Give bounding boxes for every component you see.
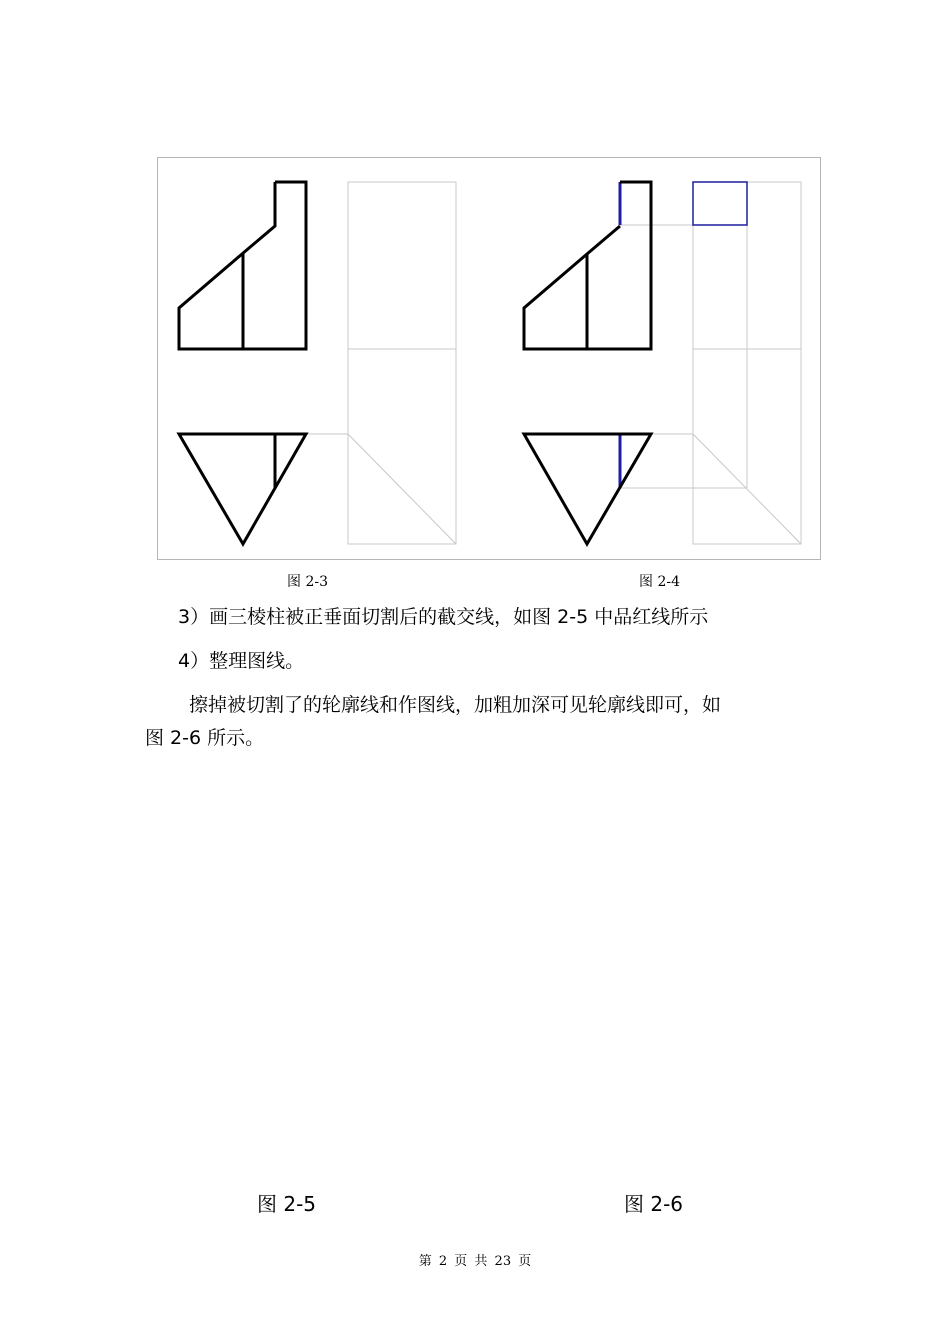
drawing-right [524,182,801,544]
figure-caption-2-3: 图 2-3 [287,574,328,590]
step-4-text: 4）整理图线。 [178,650,305,672]
step-3-text: 3）画三棱柱被正垂面切割后的截交线，如图 2-5 中品红线所示 [178,606,709,628]
figure-caption-2-5: 图 2-5 [257,1192,317,1216]
paragraph-line-1: 擦掉被切割了的轮廓线和作图线，加粗加深可见轮廓线即可，如 [189,694,722,716]
top-view-left [179,434,306,544]
section-lines-right [620,182,747,488]
figure-caption-2-6: 图 2-6 [624,1192,684,1216]
top-triangle-left [179,434,306,544]
figure-caption-2-4: 图 2-4 [639,574,680,590]
top-view-right [524,434,651,544]
projection-drawings [158,158,822,561]
drawing-left [179,182,456,544]
construction-lines-right [620,182,801,544]
section-box-side [693,182,747,225]
miter-line-left [348,434,456,544]
top-triangle-right [524,434,651,544]
page-footer: 第 2 页 共 23 页 [418,1254,532,1269]
paragraph-line-2: 图 2-6 所示。 [145,727,265,749]
construction-lines-left [306,182,456,544]
figure-frame [157,157,821,560]
front-view-left [179,182,306,349]
front-view-right [524,182,651,349]
